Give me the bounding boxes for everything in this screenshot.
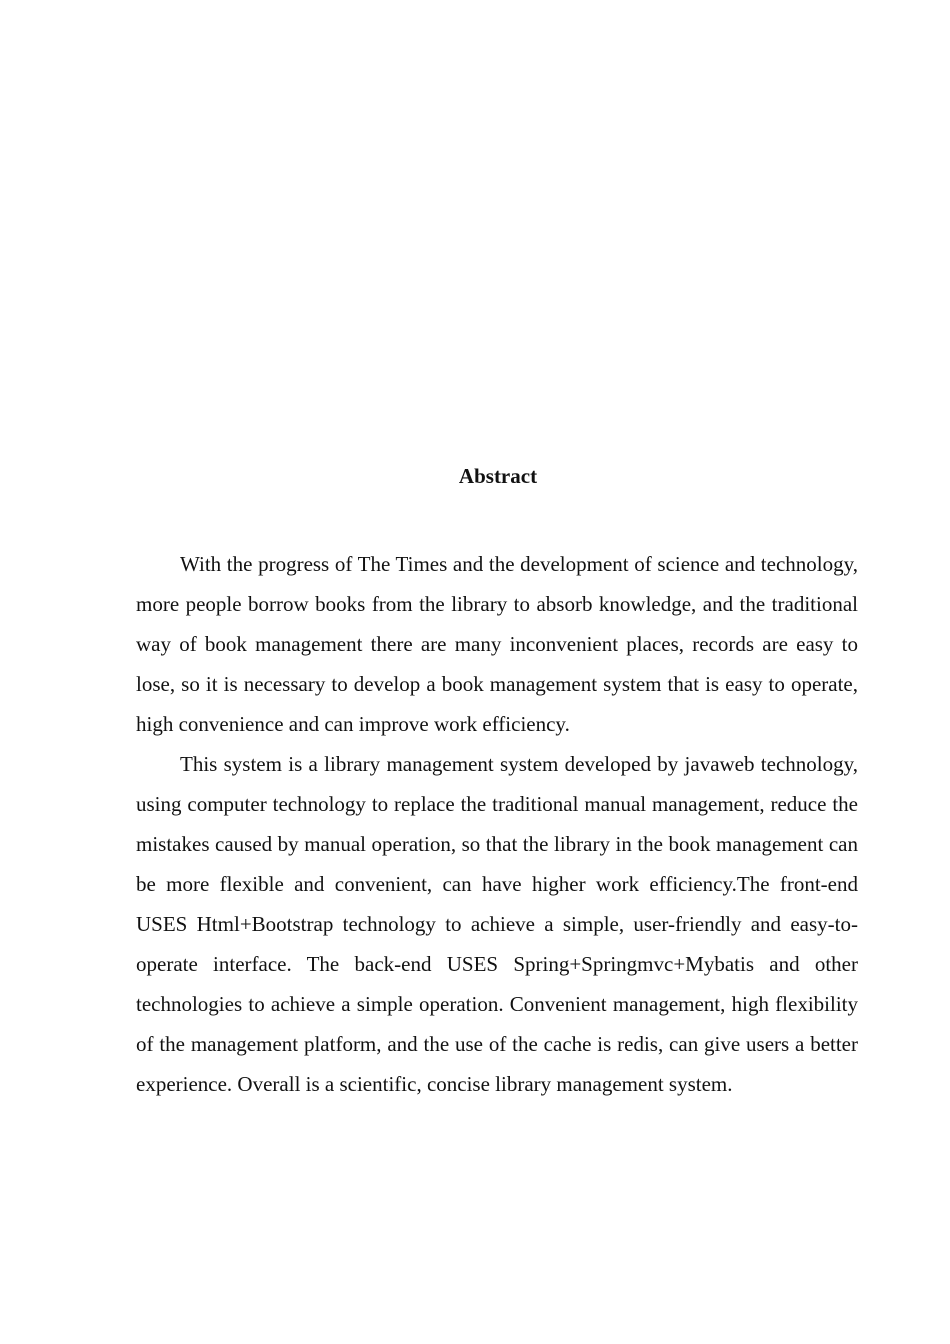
page-title: Abstract xyxy=(458,464,538,488)
abstract-paragraph-1: With the progress of The Times and the development of science and technology, more people borrow books from the library to absorb knowledge, and the traditional way of book management there are many inconvenient places, records are easy to lose, so it is necessary to develop a book management system that is easy to operate, high convenience and can improve work efficiency. xyxy=(136,552,858,736)
abstract-body xyxy=(136,544,858,1104)
abstract-paragraph-2: This system is a library management system developed by javaweb technology, using computer technology to replace the traditional manual management, reduce the mistakes caused by manual operation, so that the library in the book management can be more flexible and convenient, can have higher work efficiency.The front-end USES Html+Bootstrap technology to achieve a simple, user-friendly and easy-to-operate interface. The back-end USES Spring+Springmvc+Mybatis and other technologies to achieve a simple operation. Convenient management, high flexibility of the management platform, and the use of the cache is redis, can give users a better experience. Overall is a scientific, concise library management system. xyxy=(136,752,858,1096)
